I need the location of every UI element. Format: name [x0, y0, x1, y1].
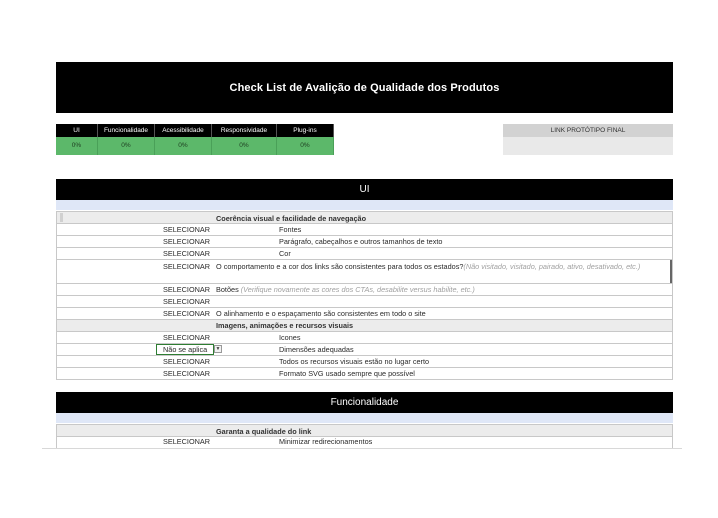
group-label: Coerência visual e facilidade de navegação: [216, 214, 367, 223]
status-select[interactable]: SELECIONAR: [163, 249, 211, 258]
table-row: [56, 356, 673, 368]
table-row: [56, 284, 673, 296]
check-item-text: Formato SVG usado sempre que possível: [279, 369, 415, 378]
check-item-text: Cor: [279, 249, 291, 258]
row-marker: [60, 213, 63, 222]
progress-summary: [56, 124, 334, 155]
progress-header-plugins[interactable]: Plug-ins: [277, 124, 334, 137]
section-funcionalidade-header: Funcionalidade: [56, 392, 673, 413]
status-select[interactable]: SELECIONAR: [163, 285, 211, 294]
progress-value-acessibilidade[interactable]: 0%: [155, 137, 212, 155]
group-coerencia-visual: [56, 211, 673, 224]
status-select[interactable]: SELECIONAR: [163, 333, 211, 342]
progress-value-row: [56, 137, 334, 155]
progress-value-funcionalidade[interactable]: 0%: [98, 137, 155, 155]
group-label: Imagens, animações e recursos visuais: [216, 321, 354, 330]
cell-border: [670, 260, 672, 283]
prototype-link-box: [503, 124, 673, 155]
table-row: [56, 248, 673, 260]
progress-header-funcionalidade[interactable]: Funcionalidade: [98, 124, 155, 137]
check-item-text: Icones: [279, 333, 301, 342]
check-item-text: [216, 261, 671, 272]
check-item-text: O alinhamento e o espaçamento são consistentes em todo o site: [216, 309, 426, 318]
progress-header-row: [56, 124, 334, 137]
check-item-text: Dimensões adequadas: [279, 345, 354, 354]
check-item-text: Todos os recursos visuais estão no lugar certo: [279, 357, 430, 366]
status-select[interactable]: SELECIONAR: [163, 237, 211, 246]
table-row: [56, 437, 673, 448]
group-label: Garanta a qualidade do link: [216, 427, 312, 436]
check-item-main: O comportamento e a cor dos links são consistentes para todos os estados?: [216, 262, 464, 271]
page-title: Check List de Avalição de Qualidade dos Produtos: [56, 62, 673, 113]
check-item-text: [216, 284, 475, 295]
progress-value-plugins[interactable]: 0%: [277, 137, 334, 155]
table-row: [56, 236, 673, 248]
table-row: [56, 368, 673, 380]
status-dropdown[interactable]: Não se aplica: [156, 344, 214, 355]
check-item-text: Parágrafo, cabeçalhos e outros tamanhos de texto: [279, 237, 443, 246]
check-item-hint: (Não visitado, visitado, pairado, ativo, desativado, etc.): [463, 262, 641, 271]
status-select[interactable]: SELECIONAR: [163, 225, 211, 234]
table-row: [56, 332, 673, 344]
progress-header-ui[interactable]: UI: [56, 124, 98, 137]
check-item-main: Botões: [216, 285, 239, 294]
group-imagens-animacoes: [56, 320, 673, 332]
progress-header-acessibilidade[interactable]: Acessibilidade: [155, 124, 212, 137]
check-item-text: Minimizar redirecionamentos: [279, 437, 373, 446]
check-item-text: Fontes: [279, 225, 302, 234]
progress-header-responsividade[interactable]: Responsividade: [212, 124, 277, 137]
status-select[interactable]: SELECIONAR: [163, 437, 211, 446]
section-ui-header: UI: [56, 179, 673, 200]
status-select[interactable]: SELECIONAR: [163, 262, 211, 271]
section-ui-spacer: [56, 200, 673, 210]
table-row: [56, 224, 673, 236]
progress-value-responsividade[interactable]: 0%: [212, 137, 277, 155]
prototype-link-label: LINK PROTÓTIPO FINAL: [503, 124, 673, 137]
status-select[interactable]: SELECIONAR: [163, 297, 211, 306]
prototype-link-cell[interactable]: [503, 137, 673, 155]
check-item-hint: (Verifique novamente as cores dos CTAs, desabilite versus habilite, etc.): [240, 285, 475, 294]
status-select[interactable]: SELECIONAR: [163, 369, 211, 378]
page-edge-divider: [42, 448, 682, 449]
table-row: [56, 308, 673, 320]
status-select[interactable]: SELECIONAR: [163, 357, 211, 366]
table-row: [56, 260, 673, 284]
progress-value-ui[interactable]: 0%: [56, 137, 98, 155]
section-funcionalidade-spacer: [56, 413, 673, 423]
status-select[interactable]: SELECIONAR: [163, 309, 211, 318]
table-row: [56, 344, 673, 356]
table-row: [56, 296, 673, 308]
chevron-down-icon[interactable]: ▼: [215, 346, 221, 352]
group-qualidade-link: [56, 424, 673, 437]
